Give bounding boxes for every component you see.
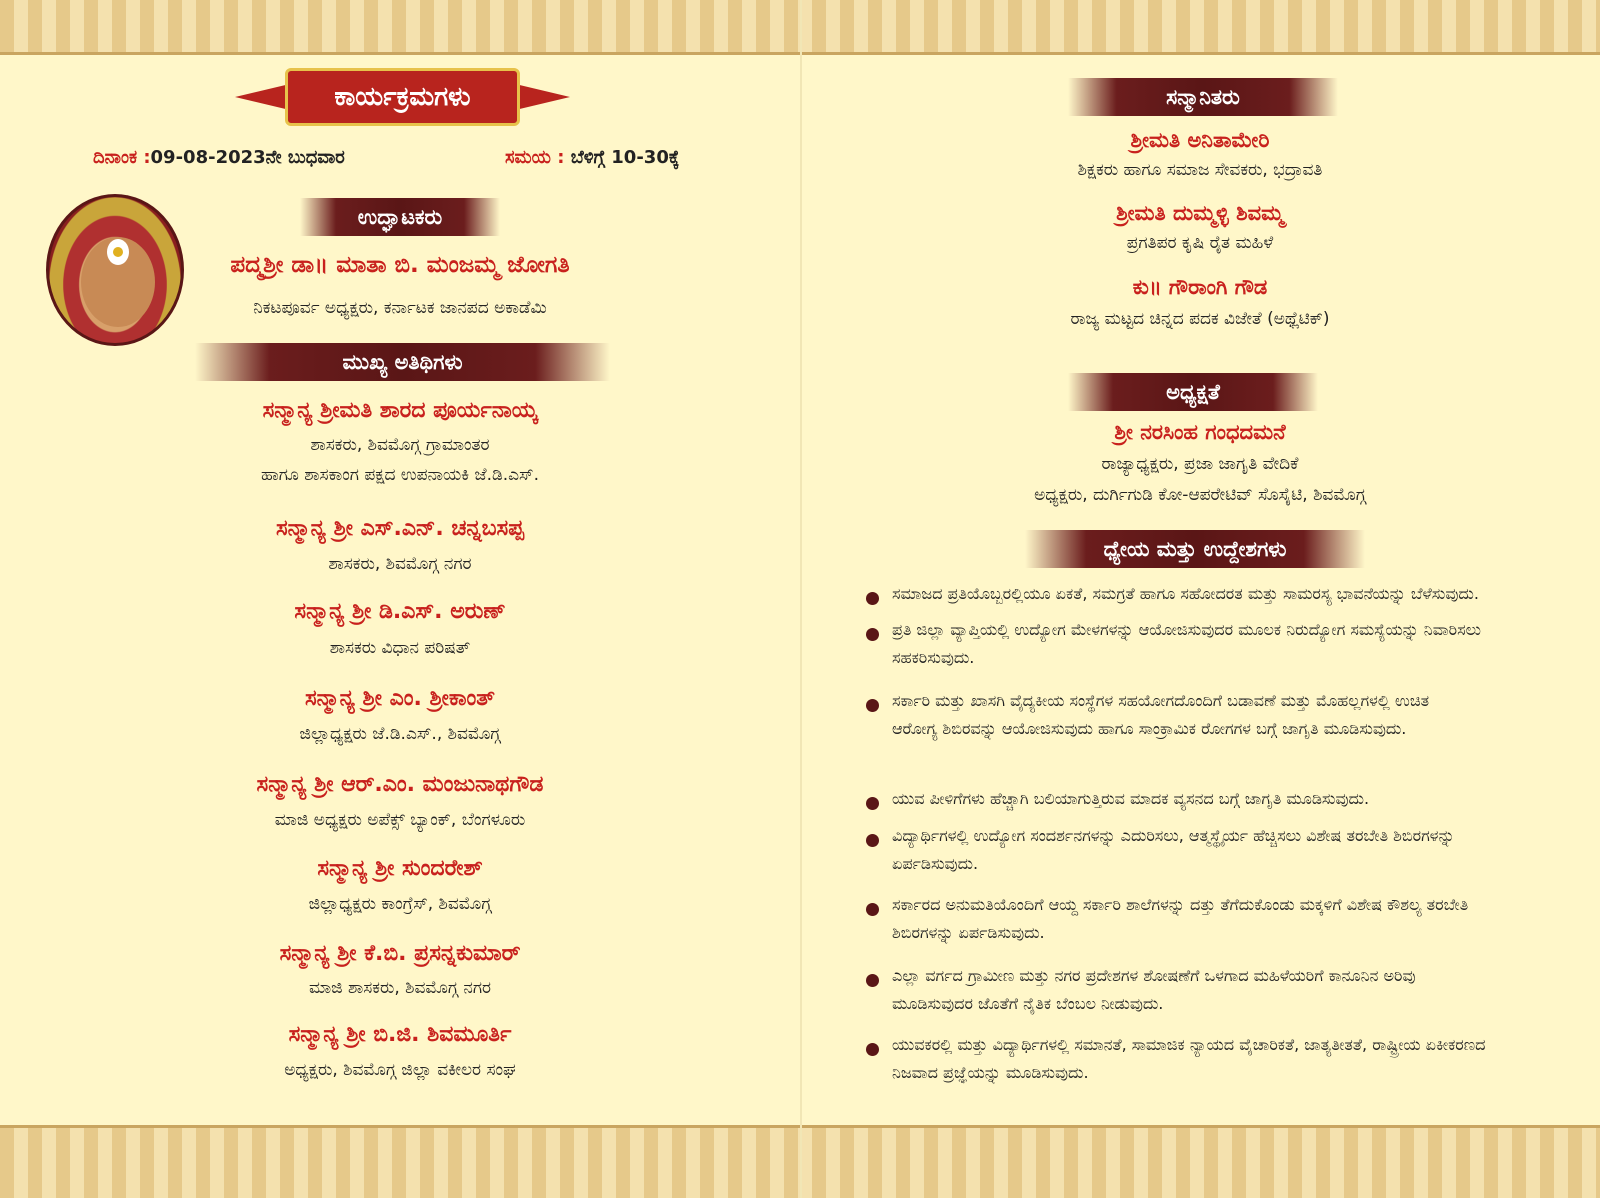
chief-guests-heading: ಮುಖ್ಯ ಅತಿಥಿಗಳು bbox=[195, 343, 610, 381]
chief-guest-desc: ಶಾಸಕರು, ಶಿವಮೊಗ್ಗ ಗ್ರಾಮಾಂತರ bbox=[310, 435, 490, 455]
bullet-icon bbox=[866, 834, 879, 847]
chief-guest-name: ಸನ್ಮಾನ್ಯ ಶ್ರೀ ಆರ್.ಎಂ. ಮಂಜುನಾಥಗೌಡ bbox=[256, 772, 544, 797]
chief-guest-name: ಸನ್ಮಾನ್ಯ ಶ್ರೀ ಕೆ.ಬಿ. ಪ್ರಸನ್ನಕುಮಾರ್ bbox=[279, 941, 521, 966]
objective-item: ಸರ್ಕಾರಿ ಮತ್ತು ಖಾಸಗಿ ವೈದ್ಯಕೀಯ ಸಂಸ್ಥೆಗಳ ಸಹಯೋಗದೊಂದಿಗೆ ಬಡಾವಣೆ ಮತ್ತು ಮೊಹಲ್ಲಗಳಲ್ಲಿ ಉಚಿತ ಆರೋಗ್ಯ ಶಿಬಿರವನ್ನು ಆಯೋಜಿಸುವುದು ಹಾಗೂ ಸಾಂಕ್ರಾಮಿಕ ರೋಗಗಳ ಬಗ್ಗೆ ಜಾಗೃತಿ ಮೂಡಿಸುವುದು. bbox=[892, 691, 1430, 738]
bullet-icon bbox=[866, 797, 879, 810]
presidency-desc: ಅಧ್ಯಕ್ಷರು, ದುರ್ಗಿಗುಡಿ ಕೋ-ಆಪರೇಟಿವ್ ಸೊಸೈಟಿ, ಶಿವಮೊಗ್ಗ bbox=[1034, 485, 1366, 505]
time-value: ಬೆಳಿಗ್ಗೆ 10-30ಕ್ಕೆ bbox=[570, 147, 680, 168]
inaugurator-heading: ಉದ್ಘಾಟಕರು bbox=[300, 198, 500, 236]
inaugurator-portrait bbox=[46, 194, 184, 346]
chief-guest-desc: ಮಾಜಿ ಶಾಸಕರು, ಶಿವಮೊಗ್ಗ ನಗರ bbox=[308, 978, 492, 998]
chief-guest-desc: ಮಾಜಿ ಅಧ್ಯಕ್ಷರು ಅಪೆಕ್ಸ್ ಬ್ಯಾಂಕ್, ಬೆಂಗಳೂರು bbox=[274, 810, 526, 830]
presidency-name: ಶ್ರೀ ನರಸಿಂಹ ಗಂಧದಮನೆ bbox=[1114, 420, 1286, 444]
honoree-desc: ಶಿಕ್ಷಕರು ಹಾಗೂ ಸಮಾಜ ಸೇವಕರು, ಭದ್ರಾವತಿ bbox=[1077, 160, 1323, 180]
date-value: 09-08-2023ನೇ ಬುಧವಾರ bbox=[150, 147, 345, 168]
chief-guest-desc: ಹಾಗೂ ಶಾಸಕಾಂಗ ಪಕ್ಷದ ಉಪನಾಯಕಿ ಜೆ.ಡಿ.ಎಸ್. bbox=[261, 465, 539, 485]
honoree-desc: ಪ್ರಗತಿಪರ ಕೃಷಿ ರೈತ ಮಹಿಳೆ bbox=[1126, 233, 1274, 253]
time-label: ಸಮಯ : bbox=[505, 147, 565, 168]
honoree-name: ಕು॥ ಗೌರಾಂಗಿ ಗೌಡ bbox=[1132, 275, 1268, 299]
inaugurator-desc: ನಿಕಟಪೂರ್ವ ಅಧ್ಯಕ್ಷರು, ಕರ್ನಾಟಕ ಜಾನಪದ ಅಕಾಡೆಮಿ bbox=[253, 298, 547, 318]
chief-guest-name: ಸನ್ಮಾನ್ಯ ಶ್ರೀ ಎಸ್.ಎನ್. ಚನ್ನಬಸಪ್ಪ bbox=[275, 516, 524, 541]
bullet-icon bbox=[866, 1043, 879, 1056]
chief-guest-desc: ಜಿಲ್ಲಾಧ್ಯಕ್ಷರು ಜೆ.ಡಿ.ಎಸ್., ಶಿವಮೊಗ್ಗ bbox=[299, 724, 501, 744]
bullet-icon bbox=[866, 592, 879, 605]
date-line bbox=[93, 147, 345, 168]
page-title: ಕಾರ್ಯಕ್ರಮಗಳು bbox=[285, 68, 520, 126]
objective-item: ಸಮಾಜದ ಪ್ರತಿಯೊಬ್ಬರಲ್ಲಿಯೂ ಏಕತೆ, ಸಮಗ್ರತೆ ಹಾಗೂ ಸಹೋದರತ ಮತ್ತು ಸಾಮರಸ್ಯ ಭಾವನೆಯನ್ನು ಬೆಳೆಸುವುದು. bbox=[892, 584, 1479, 603]
objective-item: ಯುವ ಪೀಳಿಗೆಗಳು ಹೆಚ್ಚಾಗಿ ಬಲಿಯಾಗುತ್ತಿರುವ ಮಾದಕ ವ್ಯಸನದ ಬಗ್ಗೆ ಜಾಗೃತಿ ಮೂಡಿಸುವುದು. bbox=[892, 789, 1370, 808]
objectives-heading: ಧ್ಯೇಯ ಮತ್ತು ಉದ್ದೇಶಗಳು bbox=[1025, 530, 1365, 568]
objective-item: ಯುವಕರಲ್ಲಿ ಮತ್ತು ವಿದ್ಯಾರ್ಥಿಗಳಲ್ಲಿ ಸಮಾನತೆ, ಸಾಮಾಜಿಕ ನ್ಯಾಯದ ವೈಚಾರಿಕತೆ, ಜಾತ್ಯತೀತತೆ, ರಾಷ್ಟ್ರೀಯ ಏಕೀಕರಣದ ನಿಜವಾದ ಪ್ರಜ್ಞೆಯನ್ನು ಮೂಡಿಸುವುದು. bbox=[892, 1035, 1486, 1082]
honoree-name: ಶ್ರೀಮತಿ ದುಮ್ಮಳ್ಳಿ ಶಿವಮ್ಮ bbox=[1116, 201, 1284, 225]
bullet-icon bbox=[866, 903, 879, 916]
honoree-desc: ರಾಜ್ಯ ಮಟ್ಟದ ಚಿನ್ನದ ಪದಕ ವಿಜೇತೆ (ಅಥ್ಲೆಟಿಕ್) bbox=[1070, 309, 1330, 329]
honorees-heading: ಸನ್ಮಾನಿತರು bbox=[1068, 78, 1338, 116]
inaugurator-name: ಪದ್ಮಶ್ರೀ ಡಾ॥ ಮಾತಾ ಬಿ. ಮಂಜಮ್ಮ ಜೋಗತಿ bbox=[230, 252, 570, 278]
honoree-name: ಶ್ರೀಮತಿ ಅನಿತಾಮೇರಿ bbox=[1130, 128, 1270, 152]
bullet-icon bbox=[866, 974, 879, 987]
title-ribbon bbox=[235, 68, 570, 126]
bullet-icon bbox=[866, 628, 879, 641]
objective-item: ಎಲ್ಲಾ ವರ್ಗದ ಗ್ರಾಮೀಣ ಮತ್ತು ನಗರ ಪ್ರದೇಶಗಳ ಶೋಷಣೆಗೆ ಒಳಗಾದ ಮಹಿಳೆಯರಿಗೆ ಕಾನೂನಿನ ಅರಿವು ಮೂಡಿಸುವುದರ ಜೊತೆಗೆ ನೈತಿಕ ಬೆಂಬಲ ನೀಡುವುದು. bbox=[892, 966, 1416, 1013]
objective-item: ವಿದ್ಯಾರ್ಥಿಗಳಲ್ಲಿ ಉದ್ಯೋಗ ಸಂದರ್ಶನಗಳನ್ನು ಎದುರಿಸಲು, ಆತ್ಮಸ್ಥೈರ್ಯ ಹೆಚ್ಚಿಸಲು ವಿಶೇಷ ತರಬೇತಿ ಶಿಬಿರಗಳನ್ನು ಏರ್ಪಡಿಸುವುದು. bbox=[892, 826, 1455, 873]
chief-guest-desc: ಶಾಸಕರು ವಿಧಾನ ಪರಿಷತ್ bbox=[329, 638, 471, 658]
objective-item: ಪ್ರತಿ ಜಿಲ್ಲಾ ವ್ಯಾಪ್ತಿಯಲ್ಲಿ ಉದ್ಯೋಗ ಮೇಳಗಳನ್ನು ಆಯೋಜಿಸುವುದರ ಮೂಲಕ ನಿರುದ್ಯೋಗ ಸಮಸ್ಯೆಯನ್ನು ನಿವಾರಿಸಲು ಸಹಕರಿಸುವುದು. bbox=[892, 620, 1482, 667]
objective-item: ಸರ್ಕಾರದ ಅನುಮತಿಯೊಂದಿಗೆ ಆಯ್ದ ಸರ್ಕಾರಿ ಶಾಲೆಗಳನ್ನು ದತ್ತು ತೆಗೆದುಕೊಂಡು ಮಕ್ಕಳಿಗೆ ವಿಶೇಷ ಕೌಶಲ್ಯ ತರಬೇತಿ ಶಿಬಿರಗಳನ್ನು ಏರ್ಪಡಿಸುವುದು. bbox=[892, 895, 1469, 942]
chief-guest-desc: ಅಧ್ಯಕ್ಷರು, ಶಿವಮೊಗ್ಗ ಜಿಲ್ಲಾ ವಕೀಲರ ಸಂಘ bbox=[284, 1060, 516, 1080]
chief-guest-desc: ಶಾಸಕರು, ಶಿವಮೊಗ್ಗ ನಗರ bbox=[328, 554, 472, 574]
chief-guest-name: ಸನ್ಮಾನ್ಯ ಶ್ರೀ ಎಂ. ಶ್ರೀಕಾಂತ್ bbox=[304, 686, 496, 711]
bullet-icon bbox=[866, 699, 879, 712]
presidency-desc: ರಾಜ್ಯಾಧ್ಯಕ್ಷರು, ಪ್ರಜಾ ಜಾಗೃತಿ ವೇದಿಕೆ bbox=[1101, 454, 1299, 474]
page-fold bbox=[800, 0, 802, 1198]
chief-guest-desc: ಜಿಲ್ಲಾಧ್ಯಕ್ಷರು ಕಾಂಗ್ರೆಸ್, ಶಿವಮೊಗ್ಗ bbox=[308, 894, 492, 914]
time-line bbox=[505, 147, 679, 168]
chief-guest-name: ಸನ್ಮಾನ್ಯ ಶ್ರೀಮತಿ ಶಾರದ ಪೂರ್ಯನಾಯ್ಕ bbox=[262, 398, 538, 423]
date-label: ದಿನಾಂಕ : bbox=[93, 147, 151, 168]
chief-guest-name: ಸನ್ಮಾನ್ಯ ಶ್ರೀ ಬಿ.ಜಿ. ಶಿವಮೂರ್ತಿ bbox=[288, 1022, 512, 1047]
chief-guest-name: ಸನ್ಮಾನ್ಯ ಶ್ರೀ ಡಿ.ಎಸ್. ಅರುಣ್ bbox=[294, 599, 506, 624]
presidency-heading: ಅಧ್ಯಕ್ಷತೆ bbox=[1068, 373, 1318, 411]
chief-guest-name: ಸನ್ಮಾನ್ಯ ಶ್ರೀ ಸುಂದರೇಶ್ bbox=[317, 856, 483, 881]
